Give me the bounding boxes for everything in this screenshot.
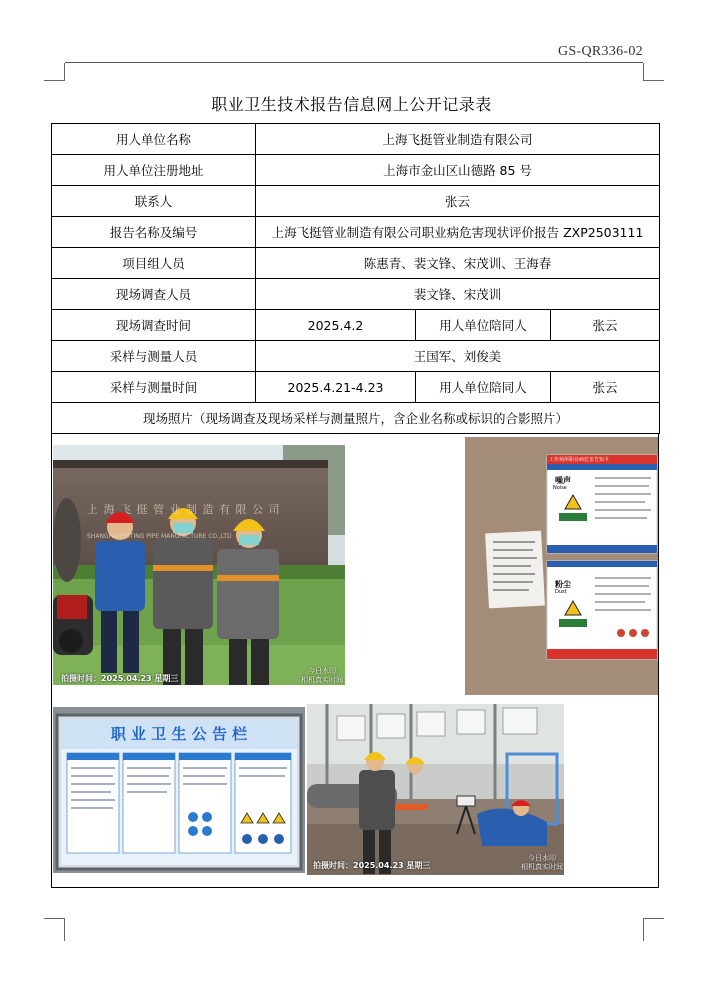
group-photo-graphic: [53, 445, 345, 685]
label-unit-address: 用人单位注册地址: [52, 155, 256, 186]
value-sampling-staff: 王国军、刘俊美: [256, 341, 660, 372]
crop-mark-bottom-left: [44, 918, 65, 941]
company-wall-lettering: 上 海 飞 挺 管 业 制 造 有 限 公 司: [87, 503, 281, 516]
photo-watermark: 今日水印 相机真实时间: [301, 667, 343, 684]
notice-card-dust: 粉尘: [555, 580, 571, 589]
notice-card-noise: 噪声: [555, 476, 571, 485]
crop-mark-top-right: [643, 63, 664, 81]
photos-area: [51, 434, 659, 888]
label-contact: 联系人: [52, 186, 256, 217]
label-sampling-companion: 用人单位陪同人: [416, 372, 551, 403]
page-title: 职业卫生技术报告信息网上公开记录表: [211, 95, 492, 114]
record-table: [51, 123, 660, 434]
crop-mark-bottom-right: [643, 918, 664, 941]
photo-timestamp: 拍摄时间：2025.04.23 星期三: [313, 861, 431, 870]
photo-bulletin-board: [53, 707, 305, 873]
value-survey-staff: 裴文锋、宋茂训: [256, 279, 660, 310]
photos-header: 现场照片（现场调查及现场采样与测量照片，含企业名称或标识的合影照片）: [52, 403, 660, 434]
notice-card-title: 工作场所职业病危害告知卡: [549, 457, 610, 463]
row-contact: [52, 186, 660, 217]
value-contact: 张云: [256, 186, 660, 217]
notice-card-noise-en: Noise: [553, 485, 567, 491]
value-sampling-time: 2025.4.21-4.23: [256, 372, 416, 403]
value-sampling-companion: 张云: [551, 372, 660, 403]
value-survey-time: 2025.4.2: [256, 310, 416, 341]
row-project-members: [52, 248, 660, 279]
label-project-members: 项目组人员: [52, 248, 256, 279]
photo-workshop-measurement: [307, 704, 564, 875]
label-report-name: 报告名称及编号: [52, 217, 256, 248]
bulletin-board-title: 职 业 卫 生 公 告 栏: [110, 725, 248, 743]
value-survey-companion: 张云: [551, 310, 660, 341]
label-unit-name: 用人单位名称: [52, 124, 256, 155]
value-unit-address: 上海市金山区山德路 85 号: [256, 155, 660, 186]
value-project-members: 陈惠青、裴文锋、宋茂训、王海春: [256, 248, 660, 279]
row-sampling-time: [52, 372, 660, 403]
label-sampling-staff: 采样与测量人员: [52, 341, 256, 372]
row-unit-name: [52, 124, 660, 155]
value-unit-name: 上海飞挺管业制造有限公司: [256, 124, 660, 155]
label-survey-staff: 现场调查人员: [52, 279, 256, 310]
header-rule: [65, 62, 643, 63]
photo-hazard-notice-cards: [465, 437, 658, 695]
crop-mark-top-left: [44, 63, 65, 81]
notice-card-dust-en: Dust: [555, 589, 567, 595]
value-report-name: 上海飞挺管业制造有限公司职业病危害现状评价报告 ZXP2503111: [256, 217, 660, 248]
label-survey-time: 现场调查时间: [52, 310, 256, 341]
photo-watermark: 今日水印 相机真实时间: [521, 854, 563, 871]
row-sampling-staff: [52, 341, 660, 372]
row-photos-header: [52, 403, 660, 434]
photo-group-at-company-sign: [53, 445, 345, 685]
row-unit-address: [52, 155, 660, 186]
label-sampling-time: 采样与测量时间: [52, 372, 256, 403]
label-survey-companion: 用人单位陪同人: [416, 310, 551, 341]
company-wall-lettering-en: SHANGHAI FEITING PIPE MANUFACTURE CO.,LTD: [87, 533, 232, 540]
row-report-name: [52, 217, 660, 248]
photo-timestamp: 拍摄时间：2025.04.23 星期三: [61, 674, 179, 683]
workshop-graphic: [307, 704, 564, 875]
row-survey-staff: [52, 279, 660, 310]
row-survey-time: [52, 310, 660, 341]
document-code: GS-QR336-02: [558, 44, 643, 59]
